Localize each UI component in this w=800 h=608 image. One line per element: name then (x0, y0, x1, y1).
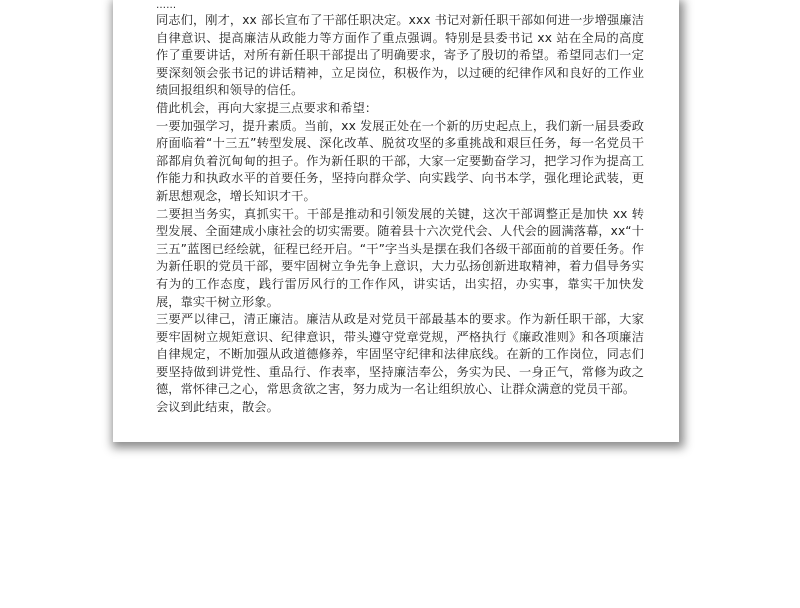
paragraph-requirement-one: 一要加强学习，提升素质。当前，xx 发展正处在一个新的历史起点上，我们新一届县委政府面临着“十三五”转型发展、深化改革、脱贫攻坚的多重挑战和艰巨任务，每一名党员干部都肩负着沉甸甸的担子。作为新任职的干部，大家一定要勤奋学习，把学习作为提高工作能力和执政水平的首要任务，坚持向群众学、向实践学、向书本学，强化理论武装，更新思想观念，增长知识才干。 (156, 118, 644, 203)
paragraph-closing: 会议到此结束，散会。 (156, 400, 279, 415)
paragraph-requirement-three: 三要严以律己，清正廉洁。廉洁从政是对党员干部最基本的要求。作为新任职干部，大家要牢固树立规矩意识、纪律意识，带头遵守党章党规，严格执行《廉政准则》和各项廉洁自律规定，不断加强从政道德修养，牢固坚守纪律和法律底线。在新的工作岗位，同志们要坚持做到讲党性、重品行、作表率，坚持廉洁奉公，务实为民、一身正气，常修为政之德，常怀律己之心，常思贪欲之害，努力成为一名让组织放心、让群众满意的党员干部。 (156, 312, 644, 397)
paragraph-requirement-two: 二要担当务实，真抓实干。干部是推动和引领发展的关键，这次干部调整正是加快 xx 转型发展、全面建成小康社会的切实需要。随着县十六次党代会、人代会的圆满落幕，xx“十三五”蓝图已经绘就，征程已经开启。“干”字当头是摆在我们各级干部面前的首要任务。作为新任职的党员干部，要牢固树立争先争上意识，大力弘扬创新进取精神，着力倡导务实有为的工作态度，践行雷厉风行的工作作风，讲实话，出实招，办实事，靠实干加快发展，靠实干树立形象。 (156, 206, 644, 309)
paragraph-transition: 借此机会，再向大家提三点要求和希望： (156, 100, 378, 115)
paragraph-opening: 同志们，刚才，xx 部长宣布了干部任职决定。xxx 书记对新任职干部如何进一步增强廉洁自律意识、提高廉洁从政能力等方面作了重点强调。特别是县委书记 xx 站在全局的高度作了重要讲话，对所有新任职干部提出了明确要求，寄予了殷切的希望。希望同志们一定要深刻领会张书记的讲话精神，立足岗位，积极作为，以过硬的纪律作风和良好的工作业绩回报组织和领导的信任。 (156, 13, 644, 98)
document-body (156, 0, 644, 417)
document-page (113, 0, 679, 442)
ellipsis-marker: …… (156, 0, 177, 11)
